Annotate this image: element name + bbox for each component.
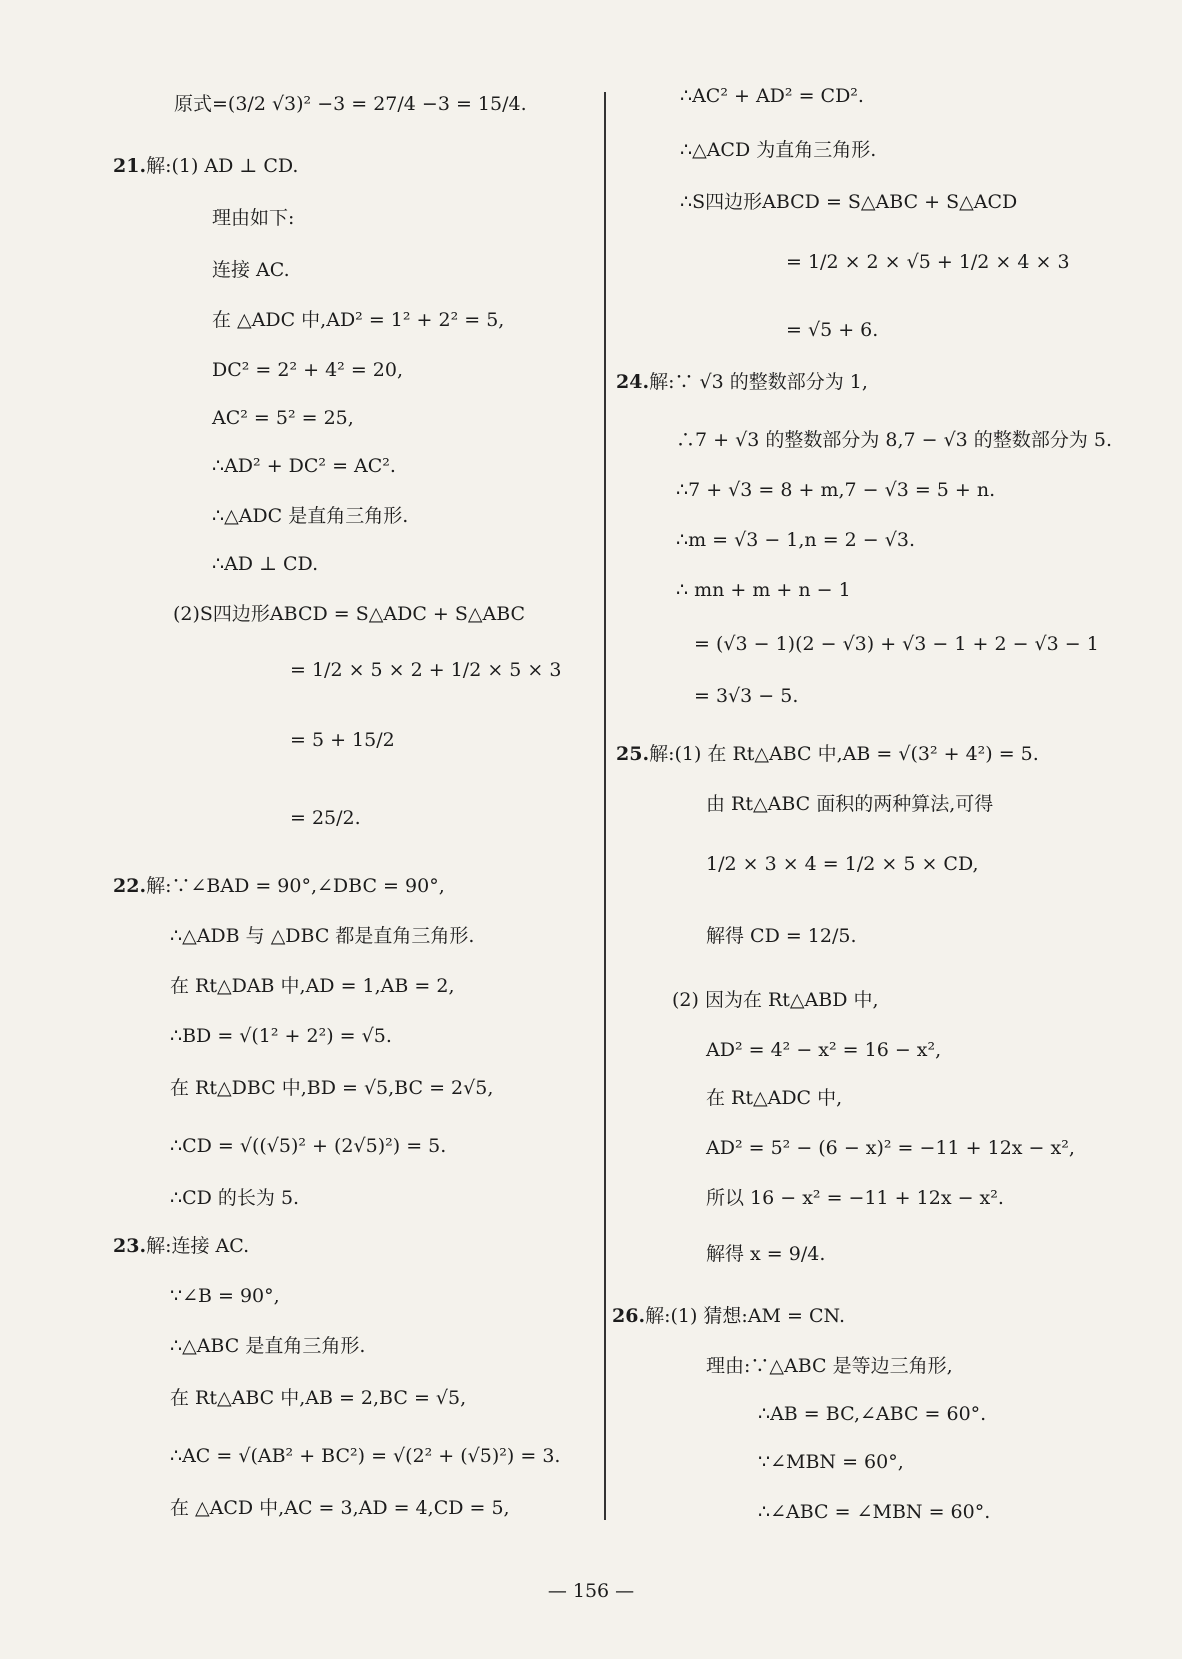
line-text: 理由:∵△ABC 是等边三角形, bbox=[706, 1355, 953, 1377]
line-text: 由 Rt△ABC 面积的两种算法,可得 bbox=[706, 793, 994, 815]
line-text: 连接 AC. bbox=[212, 259, 290, 281]
right-solution-line bbox=[706, 1136, 1075, 1160]
left-solution-line bbox=[170, 924, 474, 948]
right-solution-line bbox=[612, 1304, 845, 1328]
line-text: (2)S四边形ABCD = S△ADC + S△ABC bbox=[173, 603, 526, 625]
line-text: 在 △ACD 中,AC = 3,AD = 4,CD = 5, bbox=[170, 1497, 510, 1519]
line-text: = 3√3 − 5. bbox=[694, 685, 799, 707]
right-solution-line bbox=[706, 1086, 842, 1110]
left-solution-line bbox=[212, 552, 318, 576]
line-text: ∵∠MBN = 60°, bbox=[758, 1451, 904, 1473]
left-solution-line bbox=[212, 406, 354, 430]
line-text: 在 Rt△DAB 中,AD = 1,AB = 2, bbox=[170, 975, 455, 997]
line-text: 解:(1) AD ⊥ CD. bbox=[146, 155, 299, 177]
line-text: 在 Rt△ABC 中,AB = 2,BC = √5, bbox=[170, 1387, 467, 1409]
line-text: ∴7 + √3 = 8 + m,7 − √3 = 5 + n. bbox=[676, 479, 996, 501]
problem-number: 22. bbox=[113, 875, 147, 897]
left-solution-line bbox=[212, 358, 403, 382]
left-solution-line bbox=[212, 258, 290, 282]
right-solution-line bbox=[680, 84, 864, 108]
left-solution-line bbox=[212, 206, 294, 230]
line-text: = 1/2 × 5 × 2 + 1/2 × 5 × 3 bbox=[290, 659, 562, 681]
right-solution-line bbox=[616, 370, 868, 394]
line-text: 理由如下: bbox=[212, 207, 295, 229]
line-text: ∴m = √3 − 1,n = 2 − √3. bbox=[676, 529, 915, 551]
line-text: ∴BD = √(1² + 2²) = √5. bbox=[170, 1025, 392, 1047]
line-text: ∵∠B = 90°, bbox=[170, 1285, 280, 1307]
line-text: 解:(1) 在 Rt△ABC 中,AB = √(3² + 4²) = 5. bbox=[649, 743, 1039, 765]
line-text: ∴△ADB 与 △DBC 都是直角三角形. bbox=[170, 925, 475, 947]
line-text: ∴S四边形ABCD = S△ABC + S△ACD bbox=[680, 191, 1018, 213]
line-text: ∴7 + √3 的整数部分为 8,7 − √3 的整数部分为 5. bbox=[676, 429, 1112, 451]
line-text: DC² = 2² + 4² = 20, bbox=[212, 359, 404, 381]
right-solution-line bbox=[680, 190, 1017, 214]
left-solution-line bbox=[170, 1076, 493, 1100]
left-solution-line bbox=[290, 658, 561, 682]
left-solution-line bbox=[170, 1386, 466, 1410]
line-text: ∴AD ⊥ CD. bbox=[212, 553, 319, 575]
right-solution-line bbox=[680, 138, 876, 162]
left-solution-line bbox=[212, 454, 396, 478]
right-solution-line bbox=[758, 1402, 986, 1426]
line-text: 解:(1) 猜想:AM = CN. bbox=[645, 1305, 845, 1327]
problem-number: 26. bbox=[612, 1305, 646, 1327]
left-solution-line bbox=[113, 1234, 249, 1258]
left-solution-line bbox=[170, 1496, 510, 1520]
left-solution-line bbox=[170, 1334, 365, 1358]
left-solution-line bbox=[170, 1134, 446, 1158]
right-solution-line bbox=[706, 924, 857, 948]
problem-number: 24. bbox=[616, 371, 650, 393]
line-text: ∴△ACD 为直角三角形. bbox=[680, 139, 877, 161]
right-solution-line bbox=[676, 528, 915, 552]
line-text: AC² = 5² = 25, bbox=[212, 407, 354, 429]
right-solution-line bbox=[706, 1242, 825, 1266]
left-solution-line bbox=[113, 874, 445, 898]
line-text: ∴CD = √((√5)² + (2√5)²) = 5. bbox=[170, 1135, 447, 1157]
right-solution-line bbox=[758, 1500, 990, 1524]
line-text: ∴△ADC 是直角三角形. bbox=[212, 505, 409, 527]
line-text: AD² = 5² − (6 − x)² = −11 + 12x − x², bbox=[706, 1137, 1075, 1159]
right-solution-line bbox=[706, 792, 993, 816]
line-text: ∴AC² + AD² = CD². bbox=[680, 85, 864, 107]
line-text: ∴AC = √(AB² + BC²) = √(2² + (√5)²) = 3. bbox=[170, 1445, 561, 1467]
right-solution-line bbox=[672, 988, 879, 1012]
line-text: 所以 16 − x² = −11 + 12x − x². bbox=[706, 1187, 1004, 1209]
line-text: = √5 + 6. bbox=[786, 319, 879, 341]
right-solution-line bbox=[786, 318, 878, 342]
right-solution-line bbox=[786, 250, 1070, 274]
line-text: (2) 因为在 Rt△ABD 中, bbox=[672, 989, 879, 1011]
right-solution-line bbox=[694, 684, 798, 708]
line-text: 解:∵∠BAD = 90°,∠DBC = 90°, bbox=[146, 875, 445, 897]
problem-number: 21. bbox=[113, 155, 147, 177]
right-solution-line bbox=[676, 578, 851, 602]
problem-number: 25. bbox=[616, 743, 650, 765]
line-text: AD² = 4² − x² = 16 − x², bbox=[706, 1039, 942, 1061]
line-text: ∴AD² + DC² = AC². bbox=[212, 455, 396, 477]
right-solution-line bbox=[616, 742, 1039, 766]
right-solution-line bbox=[706, 852, 979, 876]
line-text: ∴AB = BC,∠ABC = 60°. bbox=[758, 1403, 987, 1425]
line-text: ∴△ABC 是直角三角形. bbox=[170, 1335, 366, 1357]
right-solution-line bbox=[694, 632, 1099, 656]
line-text: 在 △ADC 中,AD² = 1² + 2² = 5, bbox=[212, 309, 505, 331]
left-solution-line bbox=[113, 154, 298, 178]
left-solution-line bbox=[170, 1444, 560, 1468]
left-solution-line bbox=[170, 1186, 299, 1210]
line-text: ∴ mn + m + n − 1 bbox=[676, 579, 851, 601]
line-text: ∴∠ABC = ∠MBN = 60°. bbox=[758, 1501, 991, 1523]
left-solution-line bbox=[212, 504, 408, 528]
line-text: 在 Rt△DBC 中,BD = √5,BC = 2√5, bbox=[170, 1077, 494, 1099]
left-solution-line bbox=[174, 92, 527, 116]
line-text: 原式=(3/2 √3)² −3 = 27/4 −3 = 15/4. bbox=[174, 93, 527, 115]
line-text: = 25/2. bbox=[290, 807, 361, 829]
right-solution-line bbox=[706, 1354, 953, 1378]
line-text: 在 Rt△ADC 中, bbox=[706, 1087, 843, 1109]
right-solution-line bbox=[676, 478, 995, 502]
right-solution-line bbox=[758, 1450, 904, 1474]
line-text: = (√3 − 1)(2 − √3) + √3 − 1 + 2 − √3 − 1 bbox=[694, 633, 1099, 655]
line-text: 解:连接 AC. bbox=[146, 1235, 250, 1257]
line-text: 1/2 × 3 × 4 = 1/2 × 5 × CD, bbox=[706, 853, 979, 875]
left-solution-line bbox=[290, 806, 361, 830]
right-solution-line bbox=[676, 428, 1112, 452]
line-text: 解得 CD = 12/5. bbox=[706, 925, 857, 947]
line-text: = 1/2 × 2 × √5 + 1/2 × 4 × 3 bbox=[786, 251, 1070, 273]
left-solution-line bbox=[173, 602, 525, 626]
left-solution-line bbox=[170, 1284, 280, 1308]
left-solution-line bbox=[170, 974, 454, 998]
left-solution-line bbox=[212, 308, 504, 332]
page-number: — 156 — bbox=[547, 1580, 635, 1602]
column-divider bbox=[604, 92, 606, 1520]
right-solution-line bbox=[706, 1038, 941, 1062]
line-text: ∴CD 的长为 5. bbox=[170, 1187, 300, 1209]
line-text: 解得 x = 9/4. bbox=[706, 1243, 826, 1265]
right-solution-line bbox=[706, 1186, 1004, 1210]
line-text: = 5 + 15/2 bbox=[290, 729, 395, 751]
problem-number: 23. bbox=[113, 1235, 147, 1257]
left-solution-line bbox=[170, 1024, 392, 1048]
line-text: 解:∵ √3 的整数部分为 1, bbox=[649, 371, 868, 393]
left-solution-line bbox=[290, 728, 395, 752]
